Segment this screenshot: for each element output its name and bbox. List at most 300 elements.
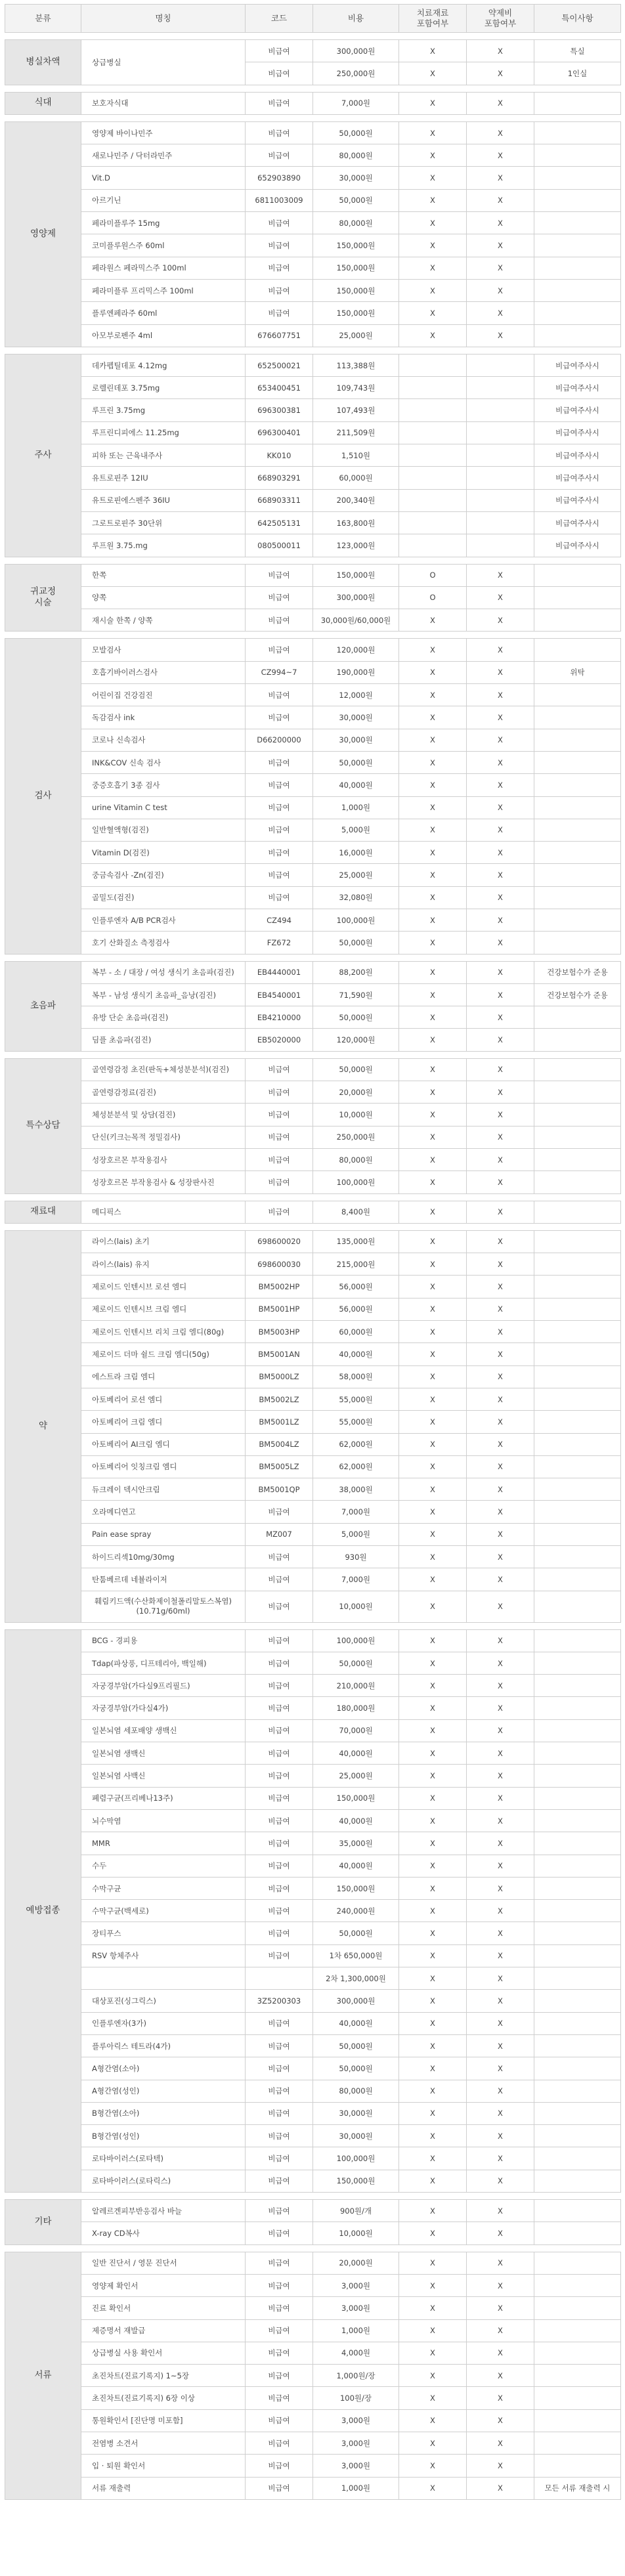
item-cost: 113,388원 <box>313 354 399 376</box>
category-cell: 기타 <box>5 2200 81 2245</box>
drug-included: X <box>467 2319 534 2342</box>
item-name: 훼림키드액(수산화제이철폴리말토스복염) (10.71g/60ml) <box>81 1591 246 1622</box>
drug-included: X <box>467 842 534 864</box>
item-name: 독감검사 ink <box>81 706 246 729</box>
item-cost: 25,000원 <box>313 324 399 347</box>
material-included: X <box>399 684 467 706</box>
item-code: 비급여 <box>246 639 313 661</box>
item-cost: 40,000원 <box>313 1343 399 1365</box>
material-included: X <box>399 2319 467 2342</box>
drug-included: X <box>467 796 534 819</box>
item-cost: 211,509원 <box>313 421 399 444</box>
material-included: X <box>399 609 467 632</box>
item-note <box>534 2170 621 2192</box>
drug-included: X <box>467 1253 534 1276</box>
material-included: X <box>399 121 467 144</box>
item-name: 탄툼베르데 네뷸라이저 <box>81 1568 246 1591</box>
item-cost: 55,000원 <box>313 1411 399 1433</box>
material-included: X <box>399 1171 467 1193</box>
item-note <box>534 796 621 819</box>
item-note <box>534 2252 621 2274</box>
material-included: X <box>399 1029 467 1051</box>
item-cost: 3,000원 <box>313 2455 399 2477</box>
table-row <box>5 1809 621 1832</box>
item-code: 비급여 <box>246 1104 313 1126</box>
item-name: 폐렴구균(프리베나13주) <box>81 1787 246 1809</box>
table-row <box>5 212 621 234</box>
item-name: 아토베리어 크림 엠디 <box>81 1411 246 1433</box>
drug-included: X <box>467 886 534 909</box>
drug-included: X <box>467 92 534 114</box>
drug-included: X <box>467 2342 534 2364</box>
table-row <box>5 1900 621 1922</box>
drug-included: X <box>467 1104 534 1126</box>
category-cell: 약 <box>5 1230 81 1622</box>
drug-included: X <box>467 1944 534 1967</box>
item-name: 모발검사 <box>81 639 246 661</box>
drug-included: X <box>467 2080 534 2102</box>
table-row <box>5 564 621 586</box>
table-row <box>5 1276 621 1298</box>
material-included: X <box>399 92 467 114</box>
header-category: 분류 <box>5 5 81 33</box>
table-row <box>5 1990 621 2012</box>
item-note <box>534 1455 621 1478</box>
material-included: X <box>399 1081 467 1104</box>
item-cost: 109,743원 <box>313 377 399 399</box>
item-name: 일본뇌염 생백신 <box>81 1742 246 1765</box>
material-included: X <box>399 1455 467 1478</box>
item-cost: 150,000원 <box>313 1877 399 1899</box>
item-cost: 50,000원 <box>313 1922 399 1944</box>
item-name: 오라메디연고 <box>81 1501 246 1523</box>
item-code: 비급여 <box>246 121 313 144</box>
drug-included: X <box>467 1877 534 1899</box>
drug-included <box>467 444 534 467</box>
material-included: X <box>399 2080 467 2102</box>
item-note <box>534 639 621 661</box>
item-name: 성장호르몬 부작용검사 & 성장판사진 <box>81 1171 246 1193</box>
item-name: 루프원 3.75.mg <box>81 534 246 557</box>
table-row <box>5 1104 621 1126</box>
table-row <box>5 467 621 489</box>
category-cell: 영양제 <box>5 121 81 347</box>
drug-included: X <box>467 1388 534 1410</box>
category-cell: 검사 <box>5 639 81 954</box>
item-name: 페라원스 페라믹스주 100ml <box>81 257 246 279</box>
item-cost: 100원/장 <box>313 2387 399 2409</box>
material-included <box>399 377 467 399</box>
item-code: BM5001LZ <box>246 1411 313 1433</box>
item-note <box>534 212 621 234</box>
material-included: X <box>399 2432 467 2454</box>
item-cost: 32,080원 <box>313 886 399 909</box>
item-name: 전염병 소견서 <box>81 2432 246 2454</box>
table-row <box>5 1742 621 1765</box>
item-note: 위탁 <box>534 661 621 683</box>
item-cost: 10,000원 <box>313 1591 399 1622</box>
item-note <box>534 1523 621 1545</box>
material-included: X <box>399 1298 467 1320</box>
item-code: 비급여 <box>246 1629 313 1652</box>
drug-included: X <box>467 2125 534 2147</box>
item-name: 호흡기바이러스검사 <box>81 661 246 683</box>
drug-included: X <box>467 1809 534 1832</box>
item-code: 652903890 <box>246 167 313 189</box>
item-code: 비급여 <box>246 819 313 841</box>
drug-included: X <box>467 2034 534 2057</box>
material-included: X <box>399 1832 467 1855</box>
item-cost: 71,590원 <box>313 983 399 1006</box>
item-name: 자궁경부암(가다실4가) <box>81 1697 246 1719</box>
drug-included: X <box>467 1148 534 1170</box>
item-cost: 5,000원 <box>313 1523 399 1545</box>
item-name: 하이드리섹10mg/30mg <box>81 1546 246 1568</box>
item-note <box>534 2365 621 2387</box>
item-note: 비급여주사시 <box>534 467 621 489</box>
item-cost: 80,000원 <box>313 1148 399 1170</box>
drug-included <box>467 377 534 399</box>
material-included <box>399 444 467 467</box>
item-name: 로타바이러스(로타텍) <box>81 2147 246 2170</box>
item-note <box>534 1081 621 1104</box>
table-row <box>5 302 621 324</box>
item-cost: 150,000원 <box>313 302 399 324</box>
item-code: 668903311 <box>246 489 313 511</box>
material-included: X <box>399 1501 467 1523</box>
drug-included: X <box>467 1546 534 1568</box>
item-code: 3Z5200303 <box>246 1990 313 2012</box>
item-note <box>534 819 621 841</box>
item-code: 비급여 <box>246 1675 313 1697</box>
item-note <box>534 1900 621 1922</box>
table-row <box>5 2387 621 2409</box>
item-note: 건강보험수가 준용 <box>534 961 621 983</box>
item-code: 비급여 <box>246 2125 313 2147</box>
item-name: A형간염(성인) <box>81 2080 246 2102</box>
item-name: 페라미플루주 15mg <box>81 212 246 234</box>
item-code: 696300401 <box>246 421 313 444</box>
item-note <box>534 1832 621 1855</box>
item-name: 새로나민주 / 닥터라민주 <box>81 144 246 167</box>
item-cost: 100,000원 <box>313 909 399 931</box>
item-cost: 70,000원 <box>313 1719 399 1742</box>
item-note: 1인실 <box>534 62 621 85</box>
header-code: 코드 <box>246 5 313 33</box>
item-cost: 930원 <box>313 1546 399 1568</box>
item-code: 비급여 <box>246 1591 313 1622</box>
item-code: 비급여 <box>246 1742 313 1765</box>
table-row <box>5 324 621 347</box>
header-name: 명칭 <box>81 5 246 33</box>
table-row <box>5 639 621 661</box>
item-cost: 120,000원 <box>313 1029 399 1051</box>
item-code: 비급여 <box>246 1501 313 1523</box>
material-included: X <box>399 729 467 751</box>
item-code: 비급여 <box>246 2342 313 2364</box>
table-row <box>5 961 621 983</box>
drug-included: X <box>467 189 534 211</box>
item-note <box>534 1990 621 2012</box>
item-cost: 80,000원 <box>313 212 399 234</box>
material-included: X <box>399 639 467 661</box>
item-cost: 40,000원 <box>313 1809 399 1832</box>
item-name: 듀크레이 덱시안크림 <box>81 1478 246 1501</box>
item-note: 건강보험수가 준용 <box>534 983 621 1006</box>
item-note <box>534 1944 621 1967</box>
item-name: 서류 재출력 <box>81 2477 246 2499</box>
item-code: 비급여 <box>246 2409 313 2432</box>
section-list <box>5 39 620 2500</box>
table-row <box>5 2274 621 2296</box>
material-included: X <box>399 909 467 931</box>
table-row <box>5 1126 621 1148</box>
item-cost: 100,000원 <box>313 2147 399 2170</box>
item-code: 비급여 <box>246 2297 313 2319</box>
material-included: X <box>399 1787 467 1809</box>
item-code: 642505131 <box>246 511 313 534</box>
item-name: 영양제 확인서 <box>81 2274 246 2296</box>
item-cost: 62,000원 <box>313 1455 399 1478</box>
item-name: 알레르겐피부반응검사 바늘 <box>81 2200 246 2222</box>
table-row <box>5 2409 621 2432</box>
item-note <box>534 1276 621 1298</box>
item-cost: 190,000원 <box>313 661 399 683</box>
item-code: BM5002HP <box>246 1276 313 1298</box>
table-row <box>5 1171 621 1193</box>
item-cost: 7,000원 <box>313 92 399 114</box>
category-cell: 식대 <box>5 92 81 114</box>
table-row <box>5 40 621 62</box>
item-name <box>81 1967 246 1990</box>
item-name: 보호자식대 <box>81 92 246 114</box>
category-cell: 귀교정 시술 <box>5 564 81 632</box>
item-note <box>534 2012 621 2034</box>
material-included: X <box>399 2477 467 2499</box>
material-included: X <box>399 1990 467 2012</box>
material-included: X <box>399 40 467 62</box>
item-code: 비급여 <box>246 864 313 886</box>
item-note <box>534 2102 621 2124</box>
drug-included <box>467 354 534 376</box>
table-row <box>5 1388 621 1410</box>
drug-included: X <box>467 212 534 234</box>
item-name: 재시술 한쪽 / 양쪽 <box>81 609 246 632</box>
item-name: 대상포진(싱그릭스) <box>81 1990 246 2012</box>
item-cost: 300,000원 <box>313 586 399 609</box>
item-code: BM5002LZ <box>246 1388 313 1410</box>
item-cost: 107,493원 <box>313 399 399 421</box>
section-table <box>5 638 621 954</box>
table-row <box>5 1230 621 1253</box>
drug-included: X <box>467 2222 534 2244</box>
table-row <box>5 1652 621 1674</box>
table-row <box>5 1081 621 1104</box>
item-code: 비급여 <box>246 1900 313 1922</box>
section-table <box>5 121 621 347</box>
material-included: X <box>399 2200 467 2222</box>
drug-included: X <box>467 1652 534 1674</box>
item-note <box>534 1171 621 1193</box>
item-name: 골밀도(검진) <box>81 886 246 909</box>
drug-included: X <box>467 1006 534 1029</box>
item-note <box>534 842 621 864</box>
item-name: 메디픽스 <box>81 1201 246 1223</box>
item-name: 일본뇌염 사백신 <box>81 1765 246 1787</box>
table-row <box>5 1029 621 1051</box>
drug-included: X <box>467 2147 534 2170</box>
item-name: 일반혈액형(검진) <box>81 819 246 841</box>
item-cost: 50,000원 <box>313 1058 399 1081</box>
item-note <box>534 92 621 114</box>
item-name: 아르기닌 <box>81 189 246 211</box>
item-name: 단신(키크는목적 정밀검사) <box>81 1126 246 1148</box>
table-row <box>5 489 621 511</box>
material-included: X <box>399 1877 467 1899</box>
item-note <box>534 1877 621 1899</box>
table-row <box>5 886 621 909</box>
item-code: MZ007 <box>246 1523 313 1545</box>
table-row <box>5 729 621 751</box>
table-row <box>5 2125 621 2147</box>
material-included: X <box>399 1343 467 1365</box>
item-code: 080500011 <box>246 534 313 557</box>
table-row <box>5 421 621 444</box>
material-included: X <box>399 1276 467 1298</box>
item-note <box>534 932 621 954</box>
drug-included: X <box>467 2387 534 2409</box>
section-table <box>5 961 621 1052</box>
item-code: D66200000 <box>246 729 313 751</box>
item-note <box>534 257 621 279</box>
table-row <box>5 279 621 301</box>
item-name: 골연령감정료(검진) <box>81 1081 246 1104</box>
item-note <box>534 1787 621 1809</box>
material-included: X <box>399 2297 467 2319</box>
table-row <box>5 1343 621 1365</box>
item-name: 아모부로펜주 4ml <box>81 324 246 347</box>
fee-table-wrapper <box>5 4 620 2500</box>
item-cost: 60,000원 <box>313 467 399 489</box>
item-name: Tdap(파상풍, 디프테리아, 백일해) <box>81 1652 246 1674</box>
material-included: X <box>399 1922 467 1944</box>
item-cost: 120,000원 <box>313 639 399 661</box>
drug-included: X <box>467 302 534 324</box>
drug-included: X <box>467 1321 534 1343</box>
drug-included <box>467 421 534 444</box>
item-note <box>534 1321 621 1343</box>
drug-included: X <box>467 1967 534 1990</box>
material-included <box>399 511 467 534</box>
table-row <box>5 684 621 706</box>
item-code: BM5001AN <box>246 1343 313 1365</box>
item-note <box>534 1629 621 1652</box>
item-cost: 150,000원 <box>313 279 399 301</box>
table-row <box>5 1201 621 1223</box>
header-note: 특이사항 <box>534 5 621 33</box>
item-name: 진료 확인서 <box>81 2297 246 2319</box>
item-code: 비급여 <box>246 1058 313 1081</box>
material-included: X <box>399 1411 467 1433</box>
material-included: X <box>399 932 467 954</box>
table-row <box>5 1765 621 1787</box>
drug-included: X <box>467 1855 534 1877</box>
drug-included: X <box>467 1058 534 1081</box>
item-note <box>534 909 621 931</box>
drug-included: X <box>467 1298 534 1320</box>
item-code: 6811003009 <box>246 189 313 211</box>
item-cost: 300,000원 <box>313 40 399 62</box>
item-note <box>534 2080 621 2102</box>
table-row <box>5 2034 621 2057</box>
table-row <box>5 932 621 954</box>
item-cost: 250,000원 <box>313 62 399 85</box>
drug-included: X <box>467 2252 534 2274</box>
item-note <box>534 279 621 301</box>
table-row <box>5 2319 621 2342</box>
material-included: X <box>399 1809 467 1832</box>
item-name: 유방 단순 초음파(검진) <box>81 1006 246 1029</box>
item-code: 비급여 <box>246 2147 313 2170</box>
item-cost: 3,000원 <box>313 2432 399 2454</box>
item-cost: 3,000원 <box>313 2297 399 2319</box>
table-row <box>5 2297 621 2319</box>
item-name: 중금속검사 -Zn(검진) <box>81 864 246 886</box>
item-code: 비급여 <box>246 2102 313 2124</box>
item-code: BM5004LZ <box>246 1433 313 1455</box>
item-cost: 50,000원 <box>313 1652 399 1674</box>
material-included: X <box>399 1568 467 1591</box>
drug-included: X <box>467 1126 534 1148</box>
item-name: 피하 또는 근육내주사 <box>81 444 246 467</box>
drug-included: X <box>467 2297 534 2319</box>
item-cost: 10,000원 <box>313 2222 399 2244</box>
item-name: 양쪽 <box>81 586 246 609</box>
table-row <box>5 189 621 211</box>
item-code: 비급여 <box>246 774 313 796</box>
drug-included: X <box>467 121 534 144</box>
table-row <box>5 1058 621 1081</box>
item-code: 비급여 <box>246 40 313 62</box>
table-row <box>5 1832 621 1855</box>
item-cost: 135,000원 <box>313 1230 399 1253</box>
drug-included: X <box>467 2057 534 2080</box>
item-code: 비급여 <box>246 2455 313 2477</box>
item-cost: 35,000원 <box>313 1832 399 1855</box>
drug-included: X <box>467 1455 534 1478</box>
item-code: CZ494 <box>246 909 313 931</box>
item-cost: 1차 650,000원 <box>313 1944 399 1967</box>
material-included: X <box>399 1591 467 1622</box>
item-name: BCG - 경피용 <box>81 1629 246 1652</box>
item-note <box>534 324 621 347</box>
item-name: 수두 <box>81 1855 246 1877</box>
item-cost: 20,000원 <box>313 1081 399 1104</box>
item-code: 비급여 <box>246 1201 313 1223</box>
material-included: X <box>399 1652 467 1674</box>
drug-included: X <box>467 2274 534 2296</box>
item-cost: 180,000원 <box>313 1697 399 1719</box>
material-included: X <box>399 1944 467 1967</box>
item-name: 뇌수막염 <box>81 1809 246 1832</box>
section-table <box>5 92 621 115</box>
drug-included: X <box>467 1081 534 1104</box>
material-included: X <box>399 1365 467 1388</box>
item-name: 아토베리어 AI크림 엠디 <box>81 1433 246 1455</box>
category-cell: 재료대 <box>5 1201 81 1223</box>
category-cell: 병실차액 <box>5 40 81 85</box>
item-note <box>534 1433 621 1455</box>
